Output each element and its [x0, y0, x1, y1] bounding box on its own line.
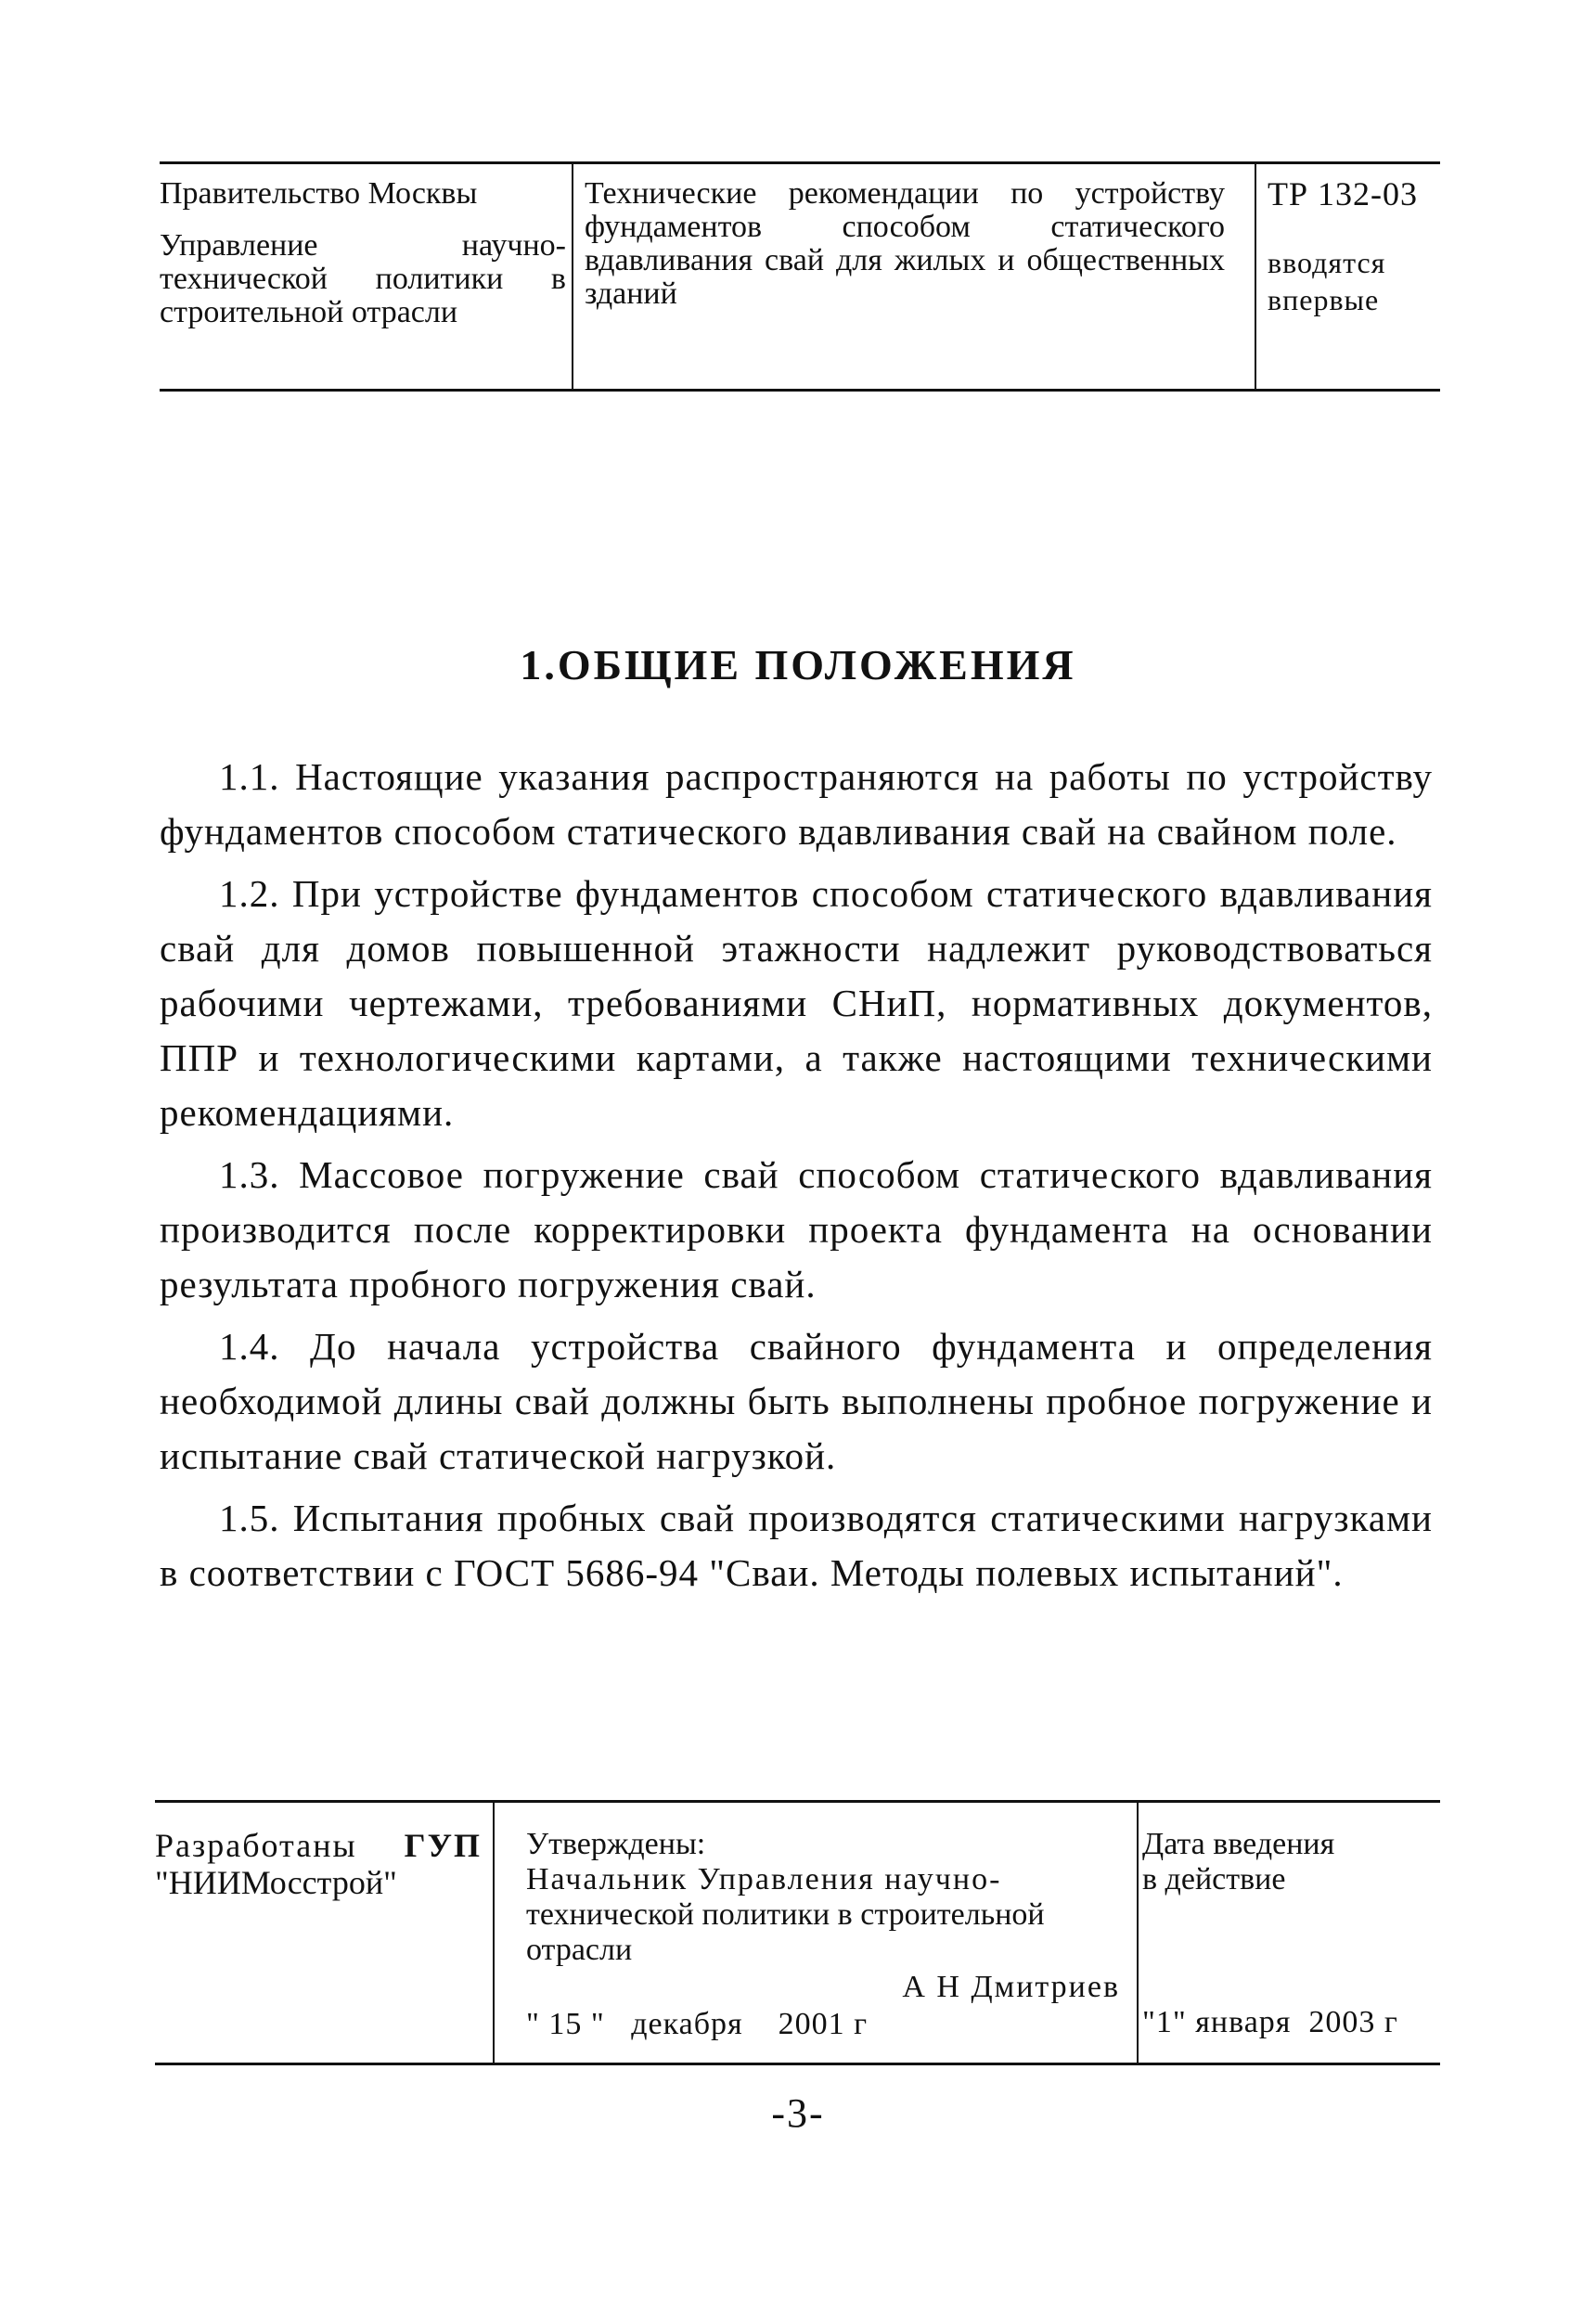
- effective-date-label-2: в действие: [1142, 1862, 1286, 1896]
- government-name: Правительство Москвы: [160, 176, 478, 211]
- paragraph-1-2: 1.2. При устройстве фундаментов способом статического вдавливания свай для домов повышенной этажности надлежит руководствоваться рабочими чертежами, требованиями СНиП, нормативных документов, ППР и технологическими картами, а также настоящими техническими рекомендациями.: [160, 872, 1433, 1134]
- document-title: Технические рекомендации по устройству фундаментов способом статического вдавливания свай для жилых и общественных зданий: [585, 176, 1225, 311]
- approver-position-line-3: отрасли: [526, 1933, 633, 1967]
- document-code: ТР 132-03: [1268, 175, 1418, 212]
- paragraph-1-1: 1.1. Настоящие указания распространяются на работы по устройству фундаментов способом статического вдавливания свай на свайном поле.: [160, 755, 1433, 853]
- developed-label: Разработаны: [155, 1827, 357, 1864]
- developer-cell: [155, 1827, 482, 1901]
- footer-divider: [493, 1803, 495, 2063]
- approval-date: " 15 " декабря 2001 г: [526, 2007, 869, 2041]
- department-name: Управление научно-технической политики в строительной отрасли: [160, 228, 566, 329]
- page-number: -3-: [771, 2090, 825, 2136]
- approver-position-line-1: Начальник Управления научно-: [526, 1862, 1002, 1896]
- developer-org: "НИИМосстрой": [155, 1864, 397, 1901]
- effective-date: "1" января 2003 г: [1142, 2005, 1398, 2039]
- approver-name: А Н Дмитриев: [902, 1970, 1120, 2004]
- section-title: 1.ОБЩИЕ ПОЛОЖЕНИЯ: [520, 641, 1076, 688]
- document-status: вводятся впервые: [1268, 246, 1386, 316]
- paragraph-1-5: 1.5. Испытания пробных свай производятся статическими нагрузками в соответствии с ГОСТ 5686-94 "Сваи. Методы полевых испытаний".: [160, 1497, 1433, 1594]
- header-divider: [572, 164, 573, 389]
- developer-line: [155, 1827, 482, 1864]
- header-code-cell: [1262, 177, 1435, 318]
- paragraph-1-3: 1.3. Массовое погружение свай способом статического вдавливания производится после корректировки проекта фундамента на основании результата пробного погружения свай.: [160, 1153, 1433, 1305]
- effective-date-cell: [1142, 1827, 1439, 2040]
- footer-table: [155, 1800, 1440, 2065]
- paragraph-1-4: 1.4. До начала устройства свайного фундамента и определения необходимой длины свай должны быть выполнены пробное погружение и испытание свай статической нагрузкой.: [160, 1325, 1433, 1477]
- developer-org-short: ГУП: [404, 1827, 482, 1864]
- effective-date-label-1: Дата введения: [1142, 1827, 1335, 1861]
- effective-date-label: [1142, 1827, 1439, 1862]
- header-table: [160, 161, 1440, 392]
- approved-label: Утверждены:: [526, 1827, 706, 1861]
- section-body: [160, 750, 1433, 1608]
- approver-position-line-2: технической политики в строительной: [526, 1897, 1045, 1932]
- header-issuer-cell: [160, 177, 566, 329]
